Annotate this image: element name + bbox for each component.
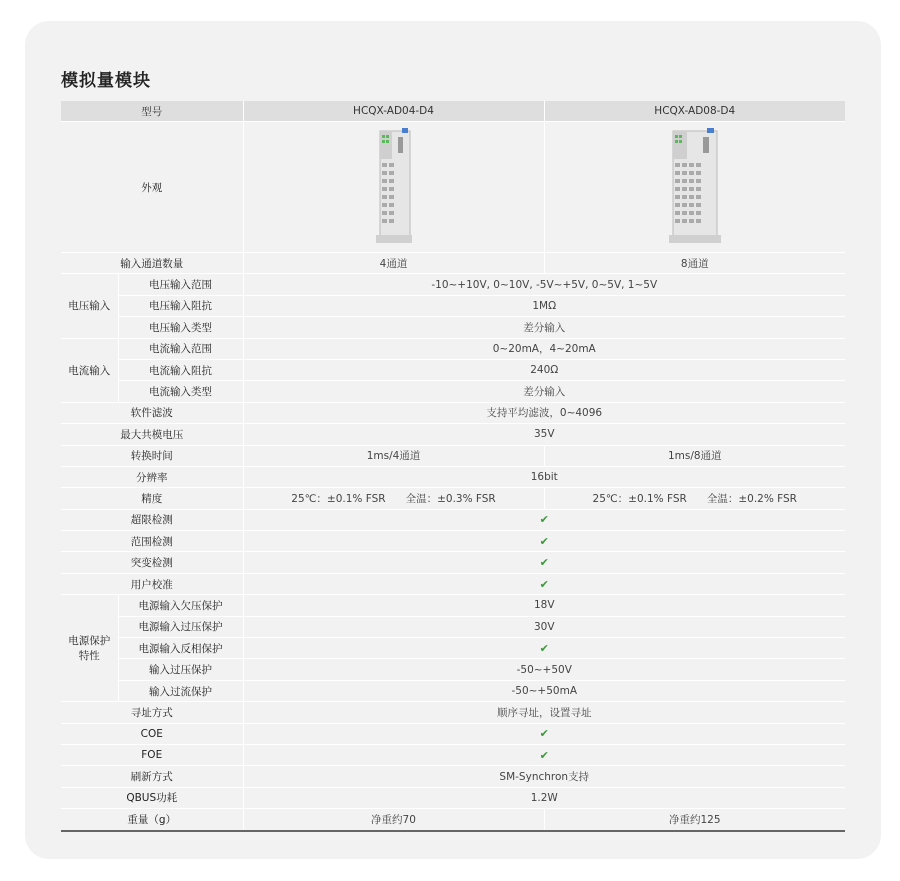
row-label: 电源输入欠压保护 — [118, 595, 243, 616]
row-label: 外观 — [61, 122, 243, 253]
table-row — [61, 595, 845, 616]
table-row — [61, 552, 845, 573]
check-icon: ✔ — [243, 744, 845, 765]
cell-value: 16bit — [243, 466, 845, 487]
table-row — [61, 359, 845, 380]
cell-value: 净重约125 — [544, 809, 845, 831]
table-row — [61, 531, 845, 552]
row-label: 电源输入反相保护 — [118, 638, 243, 659]
cell-value: 4通道 — [243, 253, 544, 274]
row-label: 寻址方式 — [61, 702, 243, 723]
table-row — [61, 659, 845, 680]
cell-value: 35V — [243, 424, 845, 445]
row-label: 精度 — [61, 488, 243, 509]
row-label: 电源输入过压保护 — [118, 616, 243, 637]
row-label: 分辨率 — [61, 466, 243, 487]
check-icon: ✔ — [243, 509, 845, 530]
group-label-line: 特性 — [78, 650, 100, 663]
row-label: FOE — [61, 744, 243, 765]
module-4ch-image — [243, 122, 544, 253]
row-label: 电压输入范围 — [118, 274, 243, 295]
cell-value: -10~+10V, 0~10V, -5V~+5V, 0~5V, 1~5V — [243, 274, 845, 295]
group-label: 电流输入 — [61, 338, 118, 402]
cell-value: 顺序寻址，设置寻址 — [243, 702, 845, 723]
table-row — [61, 488, 845, 509]
spec-table — [61, 101, 845, 832]
cell-value: 18V — [243, 595, 845, 616]
table-row — [61, 787, 845, 808]
cell-value: 支持平均滤波，0~4096 — [243, 402, 845, 423]
table-row — [61, 616, 845, 637]
row-label: 重量（g） — [61, 809, 243, 831]
cell-value: 30V — [243, 616, 845, 637]
check-icon: ✔ — [243, 573, 845, 594]
row-label: 最大共模电压 — [61, 424, 243, 445]
row-label: 电流输入范围 — [118, 338, 243, 359]
table-row — [61, 638, 845, 659]
row-label: 刷新方式 — [61, 766, 243, 787]
group-label — [61, 595, 118, 702]
cell-value: 1MΩ — [243, 295, 845, 316]
cell-value: 1ms/8通道 — [544, 445, 845, 466]
table-row — [61, 509, 845, 530]
group-label: 电压输入 — [61, 274, 118, 338]
cell-value: -50~+50mA — [243, 680, 845, 701]
cell-value: 1ms/4通道 — [243, 445, 544, 466]
table-row — [61, 573, 845, 594]
table-row — [61, 723, 845, 744]
cell-value: 差分输入 — [243, 381, 845, 402]
row-label: 电压输入类型 — [118, 317, 243, 338]
check-icon: ✔ — [243, 723, 845, 744]
cell-value: SM-Synchron支持 — [243, 766, 845, 787]
cell-value: 25℃：±0.1% FSR 全温：±0.3% FSR — [243, 488, 544, 509]
row-label: 超限检测 — [61, 509, 243, 530]
cell-value: 0~20mA，4~20mA — [243, 338, 845, 359]
row-label: 电流输入阻抗 — [118, 359, 243, 380]
page-title: 模拟量模块 — [61, 71, 151, 91]
module-8ch-image — [544, 122, 845, 253]
table-row — [61, 122, 845, 253]
table-row — [61, 274, 845, 295]
table-row — [61, 253, 845, 274]
table-row — [61, 424, 845, 445]
row-label: 突变检测 — [61, 552, 243, 573]
group-label-line: 电源保护 — [68, 635, 111, 648]
table-header-row — [61, 101, 845, 122]
row-label: 软件滤波 — [61, 402, 243, 423]
model-b-header: HCQX-AD08-D4 — [544, 101, 845, 122]
row-label: 电流输入类型 — [118, 381, 243, 402]
cell-value: 净重约70 — [243, 809, 544, 831]
row-label: 输入通道数量 — [61, 253, 243, 274]
table-row — [61, 744, 845, 765]
row-label: 转换时间 — [61, 445, 243, 466]
table-row — [61, 295, 845, 316]
model-a-header: HCQX-AD04-D4 — [243, 101, 544, 122]
row-label: 用户校准 — [61, 573, 243, 594]
table-row — [61, 402, 845, 423]
table-row — [61, 317, 845, 338]
table-row — [61, 466, 845, 487]
table-row — [61, 338, 845, 359]
check-icon: ✔ — [243, 531, 845, 552]
row-label: COE — [61, 723, 243, 744]
check-icon: ✔ — [243, 638, 845, 659]
cell-value: -50~+50V — [243, 659, 845, 680]
row-label: 输入过流保护 — [118, 680, 243, 701]
header-label: 型号 — [61, 101, 243, 122]
check-icon: ✔ — [243, 552, 845, 573]
table-row — [61, 766, 845, 787]
cell-value: 240Ω — [243, 359, 845, 380]
cell-value: 差分输入 — [243, 317, 845, 338]
table-row — [61, 445, 845, 466]
cell-value: 25℃：±0.1% FSR 全温：±0.2% FSR — [544, 488, 845, 509]
table-row — [61, 381, 845, 402]
table-row — [61, 809, 845, 831]
row-label: 范围检测 — [61, 531, 243, 552]
row-label: 输入过压保护 — [118, 659, 243, 680]
table-row — [61, 680, 845, 701]
row-label: QBUS功耗 — [61, 787, 243, 808]
row-label: 电压输入阻抗 — [118, 295, 243, 316]
cell-value: 8通道 — [544, 253, 845, 274]
table-row — [61, 702, 845, 723]
cell-value: 1.2W — [243, 787, 845, 808]
